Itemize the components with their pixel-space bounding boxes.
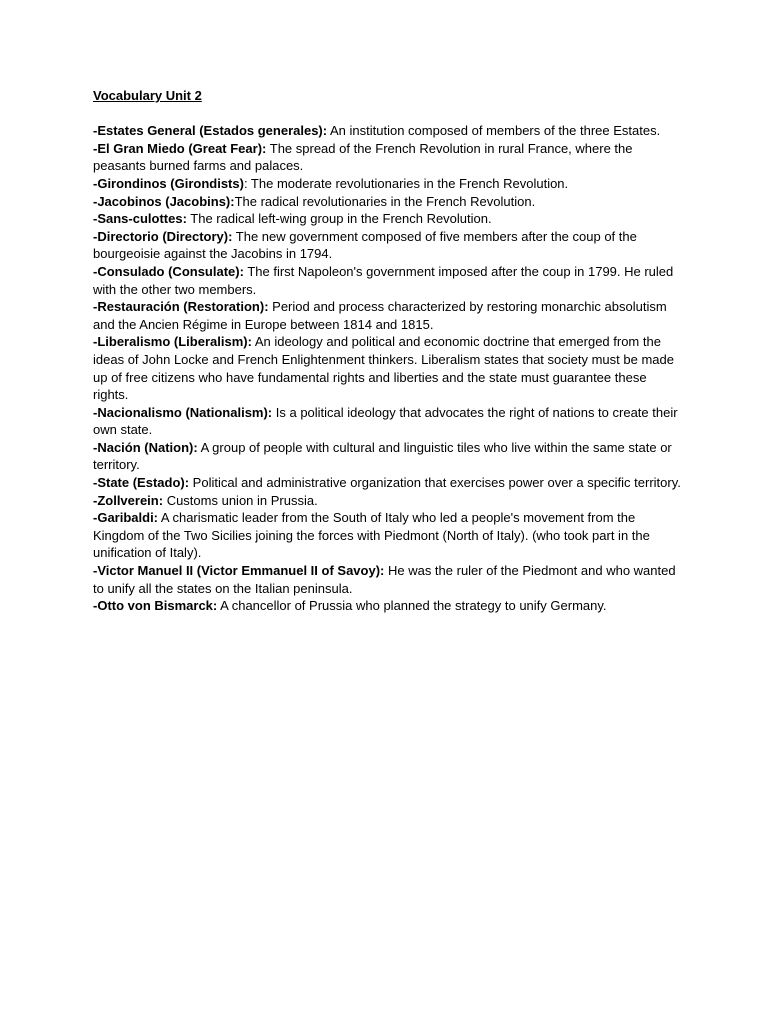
vocab-definition: The first Napoleon's government imposed after the coup in 1799. He ruled with the other two members. xyxy=(93,263,674,297)
vocab-definition: Political and administrative organization that exercises power over a specific territory. xyxy=(189,475,681,491)
vocab-term: -Victor Manuel II (Victor Emmanuel II of Savoy): xyxy=(93,563,385,579)
vocab-term: -Restauración (Restoration): xyxy=(93,299,269,315)
vocab-definition: An ideology and political and economic doctrine that emerged from the ideas of John Locke and French Enlightenment thinkers. Liberalism states that society must be made up of free citizens who have fundamental rights and liberties and the state must guarantee these rights. xyxy=(93,334,674,403)
vocab-definition: The radical revolutionaries in the French Revolution. xyxy=(234,193,536,209)
vocab-term: -Estates General (Estados generales): xyxy=(93,123,328,139)
vocab-term: -Otto von Bismarck: xyxy=(93,598,218,614)
vocab-definition: A charismatic leader from the South of Italy who led a people's movement from the Kingdom of the Two Sicilies joining the forces with Piedmont (North of Italy). (who took part in the unification of Italy). xyxy=(93,510,650,561)
vocab-definition: He was the ruler of the Piedmont and who wanted to unify all the states on the Italian peninsula. xyxy=(93,563,676,596)
vocab-entry xyxy=(93,298,683,333)
vocab-definition: The new government composed of five members after the coup of the bourgeoisie against the Jacobins in 1794. xyxy=(93,228,637,262)
vocab-entry xyxy=(93,404,683,439)
title-spacer xyxy=(93,105,683,123)
vocab-entry xyxy=(93,263,683,298)
vocab-term: -Nacionalismo (Nationalism): xyxy=(93,404,273,420)
vocab-definition: A group of people with cultural and linguistic tiles who live within the same state or territory. xyxy=(93,439,672,473)
vocab-term: -Liberalismo (Liberalism): xyxy=(93,334,252,350)
document-title: Vocabulary Unit 2 xyxy=(93,88,202,103)
vocab-entry xyxy=(93,439,683,474)
vocab-term: -Girondinos (Girondists) xyxy=(93,175,244,191)
vocab-term: -Consulado (Consulate): xyxy=(93,263,244,279)
vocab-entry xyxy=(93,492,683,510)
vocab-entry xyxy=(93,228,683,263)
vocab-definition: : The moderate revolutionaries in the French Revolution. xyxy=(243,175,569,191)
vocab-entry xyxy=(93,474,683,492)
vocab-term: -Sans-culottes: xyxy=(93,211,187,227)
vocab-definition: Customs union in Prussia. xyxy=(163,492,318,508)
vocab-entry xyxy=(93,122,683,140)
vocab-term: -Zollverein: xyxy=(93,492,164,508)
vocab-definition: Is a political ideology that advocates the right of nations to create their own state. xyxy=(93,404,678,438)
vocab-entry xyxy=(93,140,683,175)
vocab-definition: The spread of the French Revolution in rural France, where the peasants burned farms and palaces. xyxy=(93,140,633,174)
vocab-definition: Period and process characterized by restoring monarchic absolutism and the Ancien Régime in Europe between 1814 and 1815. xyxy=(93,299,667,332)
vocab-entry xyxy=(93,175,683,193)
vocab-entry xyxy=(93,509,683,562)
document-content xyxy=(93,86,683,615)
vocab-term: -State (Estado): xyxy=(93,475,190,491)
vocab-entry xyxy=(93,333,683,403)
vocab-entry xyxy=(93,210,683,228)
vocab-definition: The radical left-wing group in the French Revolution. xyxy=(186,211,492,227)
vocab-definition: An institution composed of members of the three Estates. xyxy=(327,123,661,139)
vocab-term: -Garibaldi: xyxy=(93,510,159,526)
vocab-term: -Nación (Nation): xyxy=(93,439,198,455)
vocab-term: -El Gran Miedo (Great Fear): xyxy=(93,140,267,156)
vocab-definition: A chancellor of Prussia who planned the strategy to unify Germany. xyxy=(217,598,607,614)
vocab-entry xyxy=(93,562,683,597)
vocab-entry xyxy=(93,597,683,615)
vocab-term: -Jacobinos (Jacobins): xyxy=(93,193,235,209)
vocab-entry xyxy=(93,193,683,211)
vocab-term: -Directorio (Directory): xyxy=(93,228,233,244)
